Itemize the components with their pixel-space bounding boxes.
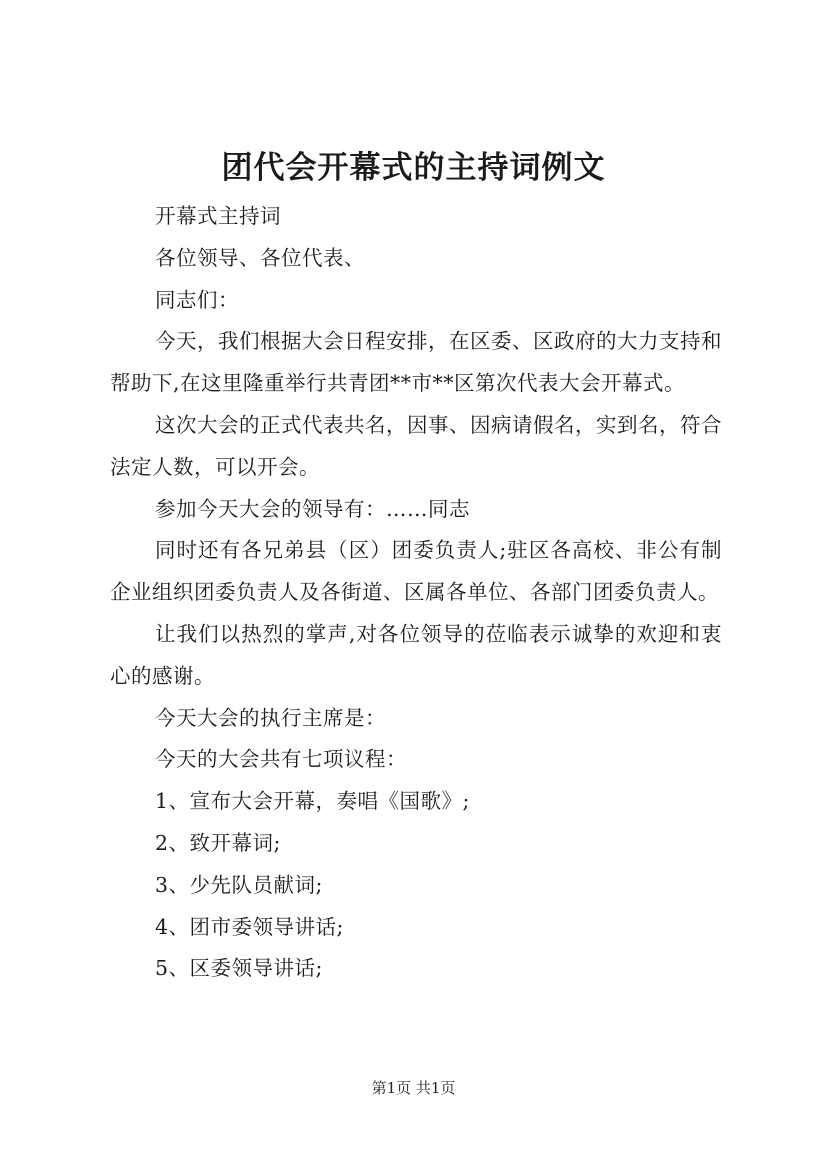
paragraph: 开幕式主持词 xyxy=(155,204,281,228)
agenda-item: 3、少先队员献词; xyxy=(155,872,323,897)
paragraph: 今天大会的执行主席是： xyxy=(155,705,386,730)
agenda-item: 1、宣布大会开幕，奏唱《国歌》; xyxy=(155,789,470,814)
paragraph: 参加今天大会的领导有：……同志 xyxy=(155,496,470,521)
page-footer: 第1页 共1页 xyxy=(371,1079,456,1097)
paragraph: 同志们： xyxy=(155,287,239,312)
agenda-item: 2、致开幕词; xyxy=(155,830,281,855)
paragraph: 同时还有各兄弟县（区）团委负责人;驻区各高校、非公有制企业组织团委负责人及各街道、区属各单位、各部门团委负责人。 xyxy=(110,538,722,605)
document-title: 团代会开幕式的主持词例文 xyxy=(221,150,606,186)
agenda-item: 5、区委领导讲话; xyxy=(155,956,323,981)
paragraph: 这次大会的正式代表共名，因事、因病请假名，实到名，符合法定人数，可以开会。 xyxy=(110,412,722,479)
paragraph: 今天的大会共有七项议程： xyxy=(155,747,407,772)
paragraph: 让我们以热烈的掌声,对各位领导的莅临表示诚挚的欢迎和衷心的感谢。 xyxy=(110,621,722,688)
agenda-item: 4、团市委领导讲话; xyxy=(155,914,344,939)
paragraph: 各位领导、各位代表、 xyxy=(155,245,365,270)
document-body xyxy=(110,196,722,990)
paragraph: 今天，我们根据大会日程安排，在区委、区政府的大力支持和帮助下,在这里隆重举行共青团**市**区第次代表大会开幕式。 xyxy=(110,329,722,396)
